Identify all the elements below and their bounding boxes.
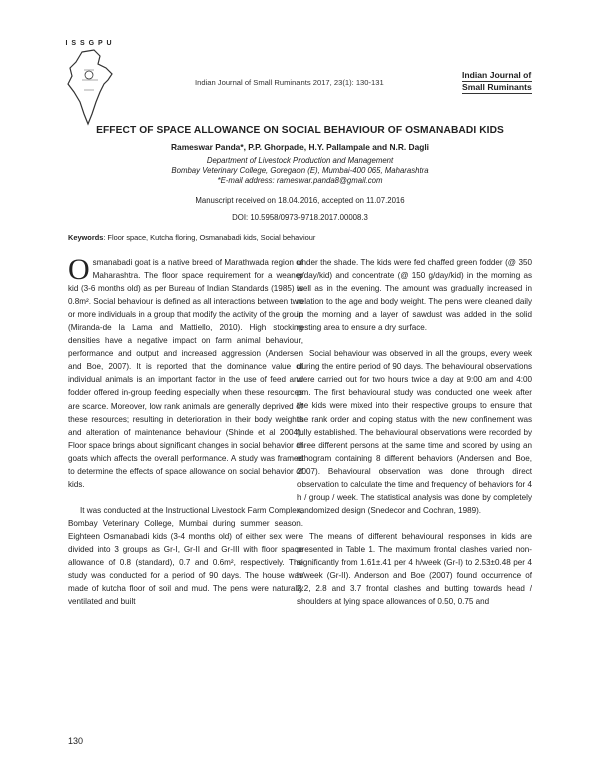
article-title: EFFECT OF SPACE ALLOWANCE ON SOCIAL BEHAVIOUR OF OSMANABADI KIDS: [96, 125, 504, 136]
doi: DOI: 10.5958/0973-9718.2017.00008.3: [232, 213, 368, 222]
keywords-label: Keywords: [68, 233, 104, 242]
drop-cap: O: [68, 253, 90, 286]
journal-name-line-1: Indian Journal of: [462, 70, 532, 80]
paragraph-intro: [68, 253, 303, 491]
paragraph-intro-text: smanabadi goat is a native breed of Marathwada region of Maharashtra. The floor space requirement for a weaner kid (3-6 months old) as per Bureau of Indian Standards (1985) is 0.8m². Social behaviour is defined as all interactions between two or more individuals in a group that modify the activity of the group (Miranda-de la Lama and Mattiello, 2010). High stocking densities have a negative impact on farm animal behaviour, performance and output and increased aggression (Andersen and Boe, 2007). It is reported that the dominance value of individual animals is an important factor in the use of feed and fodder offered in-group feeding especially when these resources are scarce. Moreover, low rank animals are generally deprived of these resources; resulting in deterioration in their body weights and alteration of maintenance behaviour (Shinde et al 2004). Floor space brings about significant changes in social behavior of goats which affects the overall performance. A study was framed to determine the effects of space allowance on social behavior of kids.: [68, 258, 303, 489]
keywords: [68, 233, 315, 242]
paragraph-feeding: under the shade. The kids were fed chaffed green fodder (@ 350 g/day/kid) and concentrate (@ 150 g/day/kid) in the morning as well as in the evening. The amount was gradually increased in relation to the age and body weight. The pens were cleaned daily in the morning and a layer of sawdust was added in the solid resting area to ensure a dry surface.: [297, 258, 532, 333]
journal-name-line-2: Small Ruminants: [462, 82, 532, 92]
journal-citation: Indian Journal of Small Ruminants 2017, 23(1): 130-131: [195, 78, 384, 87]
page-number: 130: [68, 736, 84, 746]
author-affiliation: [0, 156, 600, 186]
journal-name-box: [462, 70, 532, 94]
article-authors: Rameswar Panda*, P.P. Ghorpade, H.Y. Pallampale and N.R. Dagli: [170, 142, 429, 152]
paragraph-results: The means of different behavioural responses in kids are presented in Table 1. The maximum frontal clashes varied non-significantly from 1.61±.41 per 4 h/week (Gr-I) to 2.53±0.48 per 4 h/week (Gr-II). Anderson and Boe (2007) found occurrence of 2.2, 2.8 and 3.7 frontal clashes and butting towards head / shoulders at lying space allowances of 0.50, 0.75 and: [297, 531, 532, 607]
body-column-left: [68, 253, 303, 621]
society-logo: [60, 40, 118, 132]
affiliation-college: Bombay Veterinary College, Goregaon (E), Mumbai-400 065, Maharashtra: [171, 166, 429, 175]
india-map-icon: [60, 40, 118, 132]
paragraph-observation: Social behaviour was observed in all the groups, every week during the entire period of 90 days. The behavioural observations were carried out for two hours twice a day at 9:00 am and 4:00 pm. The first behavioural study was conducted one week after the kids were mixed into their respective groups to ensure that the rank order and coping status with the new confinement was fully established. The behavioural observations were recorded by three different persons at the same time and scored by using an ethogram containing 8 different behaviors (Andersen and Boe, 2007). Behavioural observation was done through direct observation to calculate the time and frequency of behaviors for 4 h / group / week. The statistical analysis was done by completely randomized design (Snedecor and Cochran, 1989).: [297, 349, 532, 515]
affiliation-department: Department of Livestock Production and Management: [206, 156, 394, 165]
affiliation-email: *E-mail address: rameswar.panda8@gmail.com: [217, 176, 383, 185]
logo-text: I S S G P U: [65, 40, 113, 47]
manuscript-dates: Manuscript received on 18.04.2016, accepted on 11.07.2016: [195, 196, 405, 205]
body-column-right: [297, 256, 532, 621]
paragraph-methods: It was conducted at the Instructional Livestock Farm Complex, Bombay Veterinary College, Mumbai during summer season. Eighteen Osmanabadi kids (3-4 months old) of either sex were divided into 3 groups as Gr-I, Gr-II and Gr-III with floor space allowance of 0.8 (standard), 0.7 and 0.6m², respectively. The study was conducted for a period of 90 days. The house was made of kutcha floor of soil and mud. The pens were naturally ventilated and built: [68, 505, 303, 607]
keywords-list: : Floor space, Kutcha floring, Osmanabadi kids, Social behaviour: [103, 233, 316, 242]
